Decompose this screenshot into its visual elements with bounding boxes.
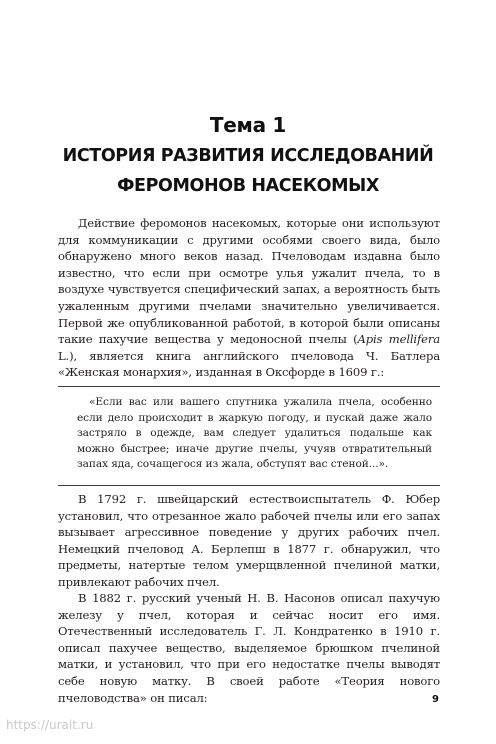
paragraph-history-2: В 1882 г. русский ученый Н. В. Насонов описал пахучую железу у пчел, которая и сейчас носит его имя. Отечественный исследователь Г. Л. Кондратенко в 1910 г. описал пахучее вещество, выделяемое брюшком пчелиной матки, и установил, что при его недостатке пчелы выводят себе новую матку. В своей работе «Теория нового пчеловодства» он писал: — [58, 591, 440, 705]
paragraph-intro — [58, 215, 440, 381]
watermark-url: https://urait.ru — [6, 718, 94, 732]
paragraph-history-1: В 1792 г. швейцарский естествоиспытатель Ф. Юбер установил, что отрезанное жало рабочей пчелы или его запах вызывает агрессивное поведение у других рабочих пчел. Немецкий пчеловод А. Берлепш в 1877 г. обнаружил, что предметы, натертые телом умерщвленной пчелиной матки, привлекают рабочих пчел. — [58, 492, 440, 589]
page-number: 9 — [432, 694, 439, 705]
chapter-label: Тема 1 — [209, 113, 287, 137]
paragraph-intro-text-b: L.), является книга английского пчеловода Ч. Батлера «Женская монархия», изданная в Оксфорде в 1609 г.: — [58, 348, 440, 380]
quote-block — [58, 386, 440, 486]
species-name: Apis mellifera — [357, 332, 440, 347]
paragraph-intro-text-a: Действие феромонов насекомых, которые они используют для коммуникации с другими особями своего вида, было обнаружено много веков назад. Пчеловодам издавна было известно, что если при осмотре улья ужалит пчела, то в воздухе чувствуется специфический запах, а вероятность быть ужаленным другими пчелами значительно увеличивается. Первой же опубликованной работой, в которой были описаны такие пахучие вещества у медоносной пчелы ( — [58, 216, 440, 347]
chapter-title-line-1: ИСТОРИЯ РАЗВИТИЯ ИССЛЕДОВАНИЙ — [62, 146, 434, 166]
chapter-title-line-2: ФЕРОМОНОВ НАСЕКОМЫХ — [117, 176, 379, 196]
quote-text: «Если вас или вашего спутника ужалила пчела, особенно если дело происходит в жаркую погоду, и пускай даже жало застряло в одежде, вам следует удалиться подальше как можно быстрее; иначе другие пчелы, учуяв отвратительный запах яда, сочащегося из жала, обступят вас стеной...». — [77, 396, 432, 470]
